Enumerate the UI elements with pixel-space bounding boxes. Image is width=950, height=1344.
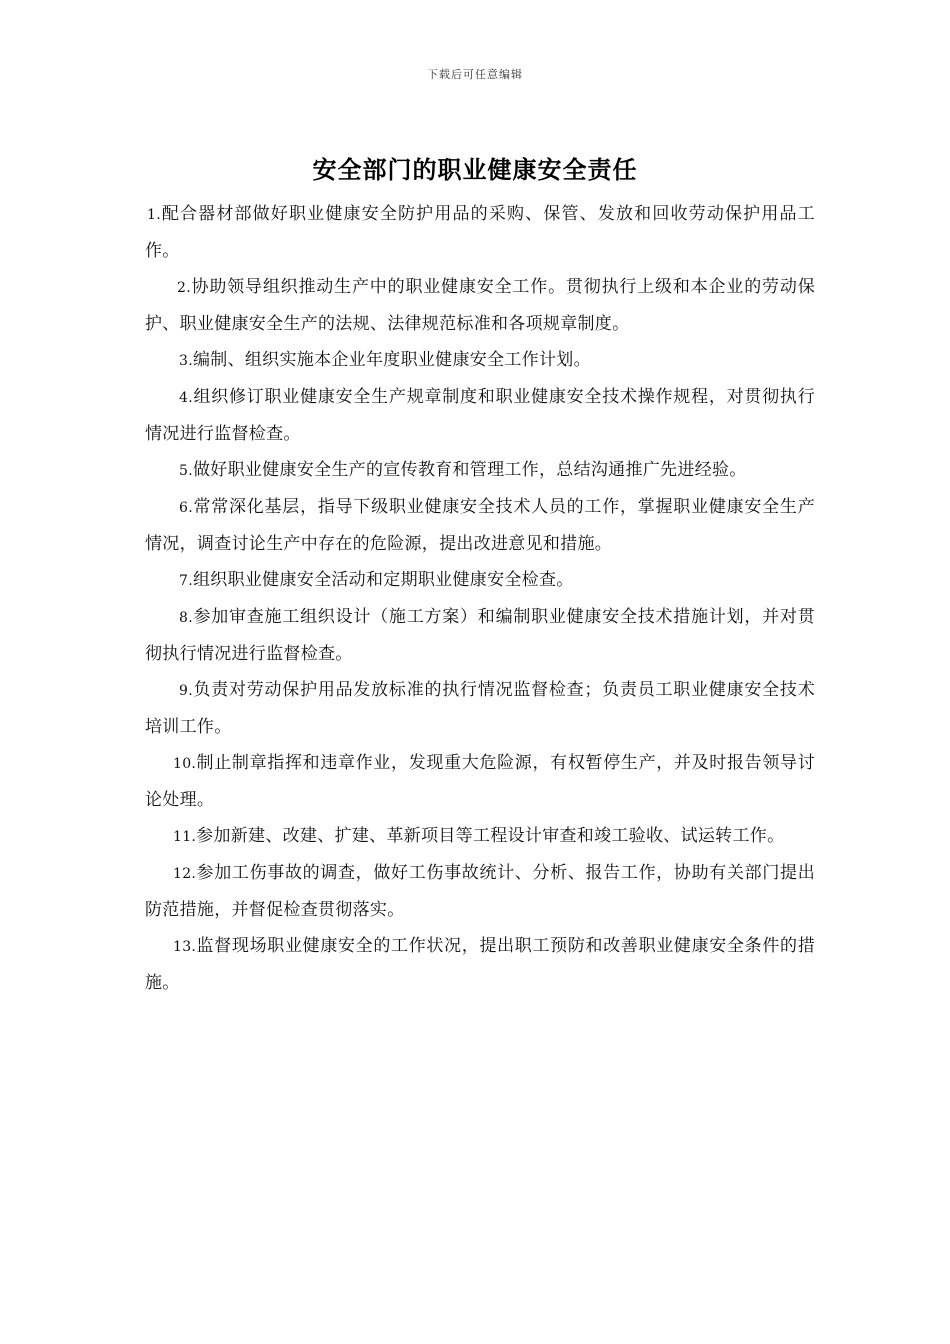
list-item <box>145 379 815 452</box>
item-text: 组织修订职业健康安全生产规章制度和职业健康安全技术操作规程，对贯彻执行情况进行监督检查。 <box>145 387 815 444</box>
item-text: 参加工伤事故的调查，做好工伤事故统计、分析、报告工作，协助有关部门提出防范措施，并督促检查贯彻落实。 <box>145 863 815 920</box>
item-text: 编制、组织实施本企业年度职业健康安全工作计划。 <box>192 350 591 370</box>
header-note: 下载后可任意编辑 <box>427 68 523 81</box>
item-number: 9. <box>179 683 193 699</box>
list-item <box>145 489 815 562</box>
item-number: 7. <box>179 573 193 589</box>
list-item <box>145 928 815 1001</box>
list-item <box>145 672 815 745</box>
item-number: 6. <box>179 500 193 516</box>
item-number: 13. <box>173 939 197 955</box>
item-text: 制止制章指挥和违章作业，发现重大危险源，有权暂停生产，并及时报告领导讨论处理。 <box>145 753 815 810</box>
document-body <box>145 196 815 1001</box>
item-number: 4. <box>179 390 193 406</box>
item-text: 配合器材部做好职业健康安全防护用品的采购、保管、发放和回收劳动保护用品工作。 <box>145 204 815 261</box>
item-text: 参加新建、改建、扩建、革新项目等工程设计审查和竣工验收、试运转工作。 <box>196 826 785 846</box>
item-text: 常常深化基层，指导下级职业健康安全技术人员的工作，掌握职业健康安全生产情况，调查讨论生产中存在的危险源，提出改进意见和措施。 <box>145 497 815 554</box>
item-text: 监督现场职业健康安全的工作状况，提出职工预防和改善职业健康安全条件的措施。 <box>145 936 815 993</box>
item-text: 参加审查施工组织设计（施工方案）和编制职业健康安全技术措施计划，并对贯彻执行情况进行监督检查。 <box>145 607 815 664</box>
list-item <box>145 818 815 855</box>
item-text: 协助领导组织推动生产中的职业健康安全工作。贯彻执行上级和本企业的劳动保护、职业健康安全生产的法规、法律规范标准和各项规章制度。 <box>145 277 815 334</box>
list-item <box>145 196 815 269</box>
item-number: 2. <box>177 280 191 296</box>
list-item <box>145 342 815 379</box>
item-number: 8. <box>179 610 193 626</box>
item-number: 1. <box>147 207 161 223</box>
list-item <box>145 855 815 928</box>
list-item <box>145 452 815 489</box>
list-item <box>145 599 815 672</box>
item-number: 12. <box>173 866 197 882</box>
item-number: 5. <box>179 463 193 479</box>
list-item <box>145 745 815 818</box>
list-item <box>145 269 815 342</box>
list-item <box>145 562 815 599</box>
document-title: 安全部门的职业健康安全责任 <box>312 156 638 184</box>
item-number: 11. <box>173 829 197 845</box>
item-text: 组织职业健康安全活动和定期职业健康安全检查。 <box>192 570 574 590</box>
item-number: 3. <box>179 353 193 369</box>
item-text: 做好职业健康安全生产的宣传教育和管理工作，总结沟通推广先进经验。 <box>192 460 747 480</box>
item-text: 负责对劳动保护用品发放标准的执行情况监督检查；负责员工职业健康安全技术培训工作。 <box>145 680 815 737</box>
item-number: 10. <box>173 756 197 772</box>
